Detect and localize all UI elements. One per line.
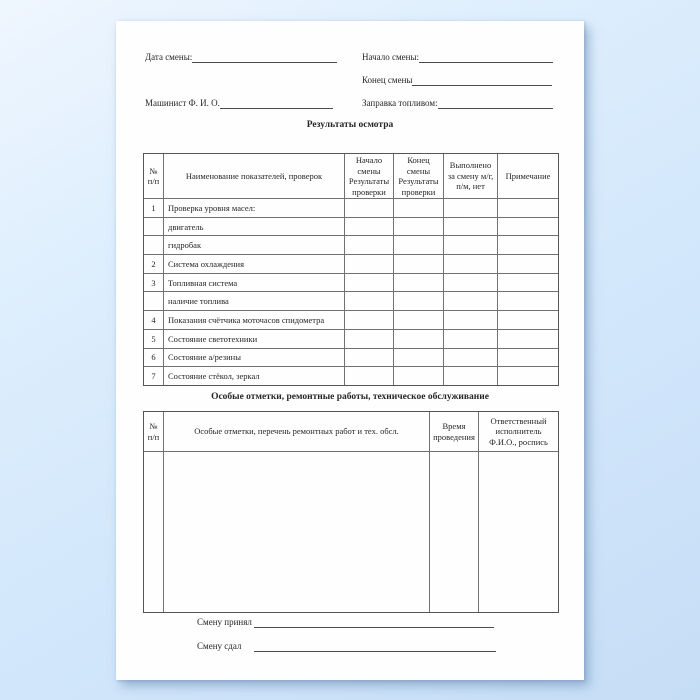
cell-name: Состояние стёкол, зеркал — [164, 367, 345, 386]
cell-empty — [394, 292, 444, 311]
blank-line — [419, 52, 553, 63]
cell-empty — [345, 292, 394, 311]
field-operator-name-label: Машинист Ф. И. О. — [145, 98, 220, 108]
field-shift-end — [362, 75, 552, 86]
cell-name: Состояние светотехники — [164, 329, 345, 348]
table-row — [144, 311, 559, 330]
cell-empty — [444, 348, 498, 367]
table-row — [144, 273, 559, 292]
header-cell-remark: Примечание — [498, 154, 559, 199]
notes-table — [143, 411, 559, 613]
cell-empty — [444, 292, 498, 311]
blank-line — [254, 617, 494, 628]
table-row — [144, 255, 559, 274]
cell-empty — [394, 329, 444, 348]
cell-empty — [444, 329, 498, 348]
header-cell-notes-list: Особые отметки, перечень ремонтных работ и тех. обсл. — [164, 412, 430, 452]
cell-empty — [345, 217, 394, 236]
cell-empty — [498, 311, 559, 330]
field-shift-end-label: Конец смены — [362, 75, 413, 85]
cell-empty — [498, 236, 559, 255]
signature-handed-label: Смену сдал — [197, 641, 242, 651]
cell-num: 5 — [144, 329, 164, 348]
cell-empty — [444, 217, 498, 236]
cell-empty — [345, 329, 394, 348]
cell-empty — [394, 199, 444, 218]
cell-empty — [498, 217, 559, 236]
header-cell-time: Время проведения — [430, 412, 479, 452]
field-refuel-label: Заправка топливом: — [362, 98, 438, 108]
table-row — [144, 217, 559, 236]
cell-empty — [444, 311, 498, 330]
cell-name: Система охлаждения — [164, 255, 345, 274]
cell-name: гидробак — [164, 236, 345, 255]
cell-name: Проверка уровня масел: — [164, 199, 345, 218]
cell-name: Топливная система — [164, 273, 345, 292]
cell-empty — [444, 255, 498, 274]
cell-empty — [345, 367, 394, 386]
cell-name: двигатель — [164, 217, 345, 236]
cell-empty — [498, 273, 559, 292]
cell-num: 2 — [144, 255, 164, 274]
signature-shift-accepted — [197, 617, 494, 628]
cell-empty — [498, 348, 559, 367]
cell-empty — [394, 348, 444, 367]
cell-empty — [345, 348, 394, 367]
cell-empty — [498, 367, 559, 386]
cell-empty — [164, 452, 430, 613]
table-row — [144, 367, 559, 386]
cell-empty — [444, 367, 498, 386]
field-shift-date — [145, 52, 337, 63]
cell-empty — [394, 311, 444, 330]
cell-empty — [394, 255, 444, 274]
table-row — [144, 452, 559, 613]
cell-empty — [479, 452, 559, 613]
cell-empty — [498, 255, 559, 274]
cell-empty — [430, 452, 479, 613]
table-row — [144, 236, 559, 255]
cell-empty — [498, 329, 559, 348]
cell-name: Показания счётчика моточасов спидометра — [164, 311, 345, 330]
inspection-table — [143, 153, 559, 386]
header-cell-num: № п/п — [144, 154, 164, 199]
cell-num: 1 — [144, 199, 164, 218]
cell-num — [144, 292, 164, 311]
cell-empty — [394, 367, 444, 386]
table-row — [144, 292, 559, 311]
cell-empty — [345, 311, 394, 330]
cell-empty — [394, 273, 444, 292]
cell-empty — [394, 236, 444, 255]
cell-empty — [394, 217, 444, 236]
table-row — [144, 348, 559, 367]
blank-line — [220, 98, 333, 109]
cell-empty — [345, 199, 394, 218]
field-shift-start — [362, 52, 553, 63]
cell-num: 6 — [144, 348, 164, 367]
signature-accepted-label: Смену принял — [197, 617, 252, 627]
cell-num: 4 — [144, 311, 164, 330]
cell-name: наличие топлива — [164, 292, 345, 311]
cell-empty — [345, 255, 394, 274]
notes-table-header-row — [144, 412, 559, 452]
cell-num — [144, 217, 164, 236]
table-row — [144, 329, 559, 348]
header-cell-shift-start-result: Начало смены Результаты проверки — [345, 154, 394, 199]
blank-line — [192, 52, 337, 63]
cell-empty — [144, 452, 164, 613]
cell-name: Состояние а/резины — [164, 348, 345, 367]
inspection-table-header-row — [144, 154, 559, 199]
document-page — [116, 21, 584, 680]
header-cell-num: № п/п — [144, 412, 164, 452]
blank-line — [438, 98, 553, 109]
blank-line — [254, 641, 496, 652]
table-row — [144, 199, 559, 218]
section-title-inspection-results: Результаты осмотра — [306, 120, 394, 130]
cell-num: 3 — [144, 273, 164, 292]
cell-num: 7 — [144, 367, 164, 386]
cell-empty — [498, 199, 559, 218]
signature-shift-handed — [197, 641, 496, 652]
blank-line — [412, 75, 552, 86]
cell-empty — [345, 273, 394, 292]
field-shift-start-label: Начало смены: — [362, 52, 420, 62]
field-refuel — [362, 98, 553, 109]
header-cell-indicator-name: Наименование показателей, проверок — [164, 154, 345, 199]
header-cell-shift-end-result: Конец смены Результаты проверки — [394, 154, 444, 199]
section-title-special-notes: Особые отметки, ремонтные работы, техническое обслуживание — [211, 392, 489, 402]
field-shift-date-label: Дата смены: — [145, 52, 193, 62]
header-cell-responsible: Ответственный исполнитель Ф.И.О., роспись — [479, 412, 559, 452]
cell-num — [144, 236, 164, 255]
cell-empty — [444, 273, 498, 292]
field-operator-name — [145, 98, 333, 109]
cell-empty — [345, 236, 394, 255]
cell-empty — [444, 236, 498, 255]
cell-empty — [444, 199, 498, 218]
cell-empty — [498, 292, 559, 311]
header-cell-done-per-shift: Выполнено за смену м/г, п/м, нет — [444, 154, 498, 199]
